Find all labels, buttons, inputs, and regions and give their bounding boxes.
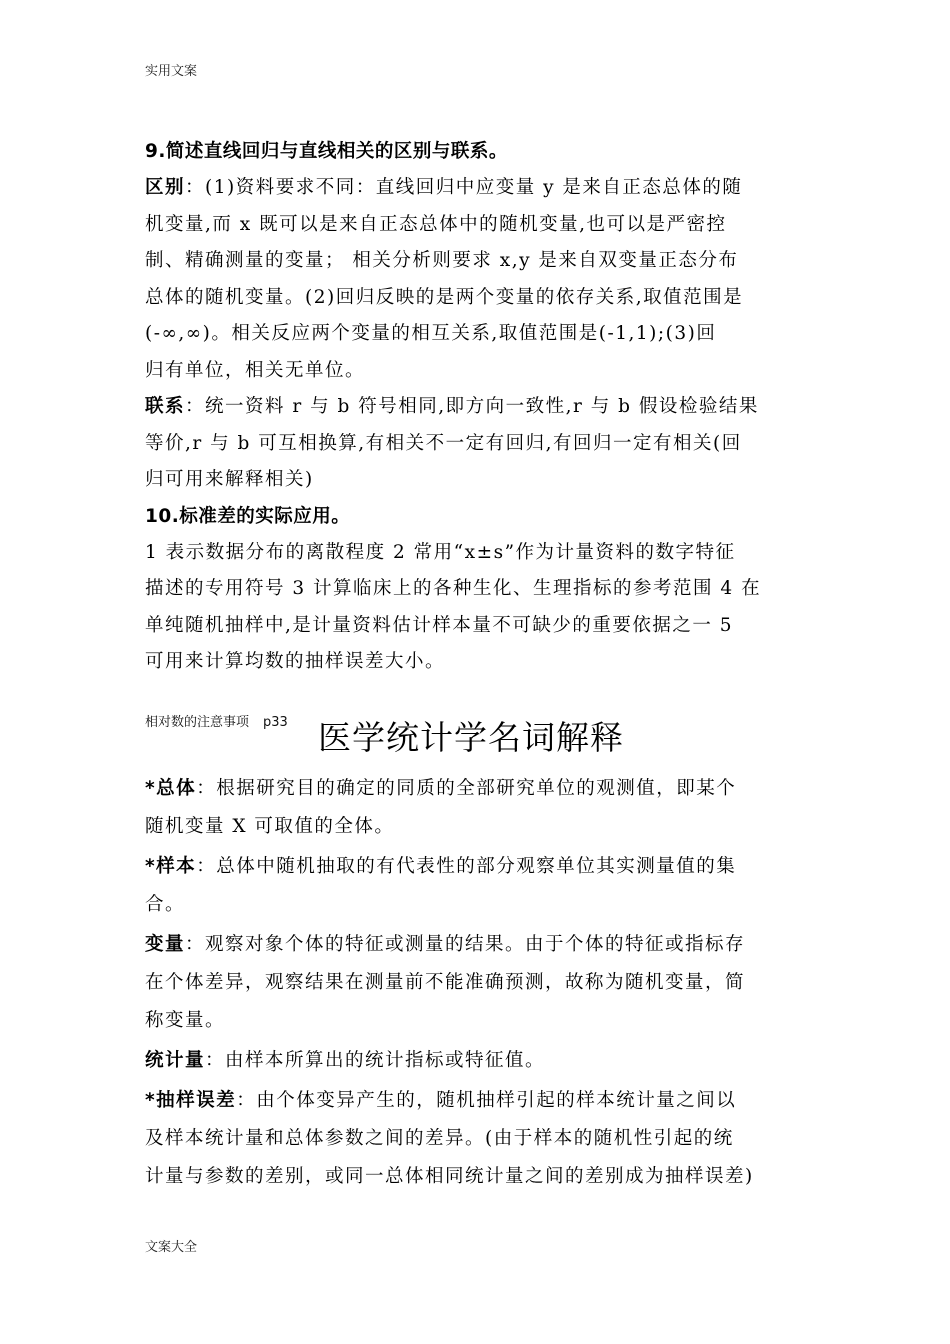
- std-dev-paragraph: [145, 535, 815, 681]
- question-9-section: [145, 134, 815, 681]
- difference-line: 归有单位，相关无单位。: [145, 359, 366, 381]
- term-line: ：由样本所算出的统计指标或特征值。: [205, 1050, 546, 1071]
- term-line: ：根据研究目的确定的同质的全部研究单位的观测值，即某个: [196, 778, 737, 799]
- term-label: *总体: [145, 778, 197, 799]
- term-label: 统计量: [145, 1050, 206, 1071]
- term-sample: [145, 848, 815, 924]
- term-line: 随机变量 X 可取值的全体。: [145, 816, 395, 837]
- question-9-heading: 9.简述直线回归与直线相关的区别与联系。: [145, 141, 508, 162]
- term-variable: [145, 926, 815, 1040]
- difference-line: 机变量,而 x 既可以是来自正态总体中的随机变量,也可以是严密控: [145, 213, 727, 235]
- glossary-section: [145, 770, 815, 1196]
- difference-line: (-∞,∞)。相关反应两个变量的相互关系,取值范围是(-1,1);(3)回: [145, 323, 717, 344]
- term-statistic: [145, 1042, 815, 1080]
- connection-paragraph: [145, 389, 815, 499]
- question-10-heading: 10.标准差的实际应用。: [145, 505, 351, 527]
- term-line: 及样本统计量和总体参数之间的差异。(由于样本的随机性引起的统: [145, 1128, 734, 1149]
- difference-label: 区别: [145, 177, 186, 198]
- term-line: 合。: [145, 894, 186, 915]
- std-dev-line: 可用来计算均数的抽样误差大小。: [145, 651, 446, 672]
- term-line: ：由个体变异产生的，随机抽样引起的样本统计量之间以: [236, 1090, 737, 1111]
- difference-line: 制、精确测量的变量； 相关分析则要求 x,y 是来自双变量正态分布: [145, 250, 739, 271]
- relative-number-note: [145, 711, 288, 730]
- connection-line: ：统一资料 r 与 b 符号相同,即方向一致性,r 与 b 假设检验结果: [185, 396, 759, 417]
- difference-line: 总体的随机变量。(2)回归反映的是两个变量的依存关系,取值范围是: [145, 286, 744, 308]
- glossary-title: 医学统计学名词解释: [318, 718, 624, 757]
- connection-line: 归可用来解释相关): [145, 469, 314, 490]
- term-line: ：观察对象个体的特征或测量的结果。由于个体的特征或指标存: [185, 934, 746, 955]
- page-footer: 文案大全: [145, 1240, 198, 1255]
- term-sampling-error: [145, 1082, 815, 1196]
- connection-label: 联系: [145, 396, 186, 417]
- term-label: *样本: [145, 856, 197, 877]
- term-label: *抽样误差: [145, 1090, 237, 1111]
- difference-line: ：(1)资料要求不同：直线回归中应变量 y 是来自正态总体的随: [185, 177, 743, 198]
- term-label: 变量: [145, 934, 186, 955]
- std-dev-line: 1 表示数据分布的离散程度 2 常用“x±s”作为计量资料的数字特征: [145, 541, 736, 563]
- connection-line: 等价,r 与 b 可互相换算,有相关不一定有回归,有回归一定有相关(回: [145, 432, 742, 454]
- page-reference: p33: [263, 715, 288, 730]
- std-dev-line: 描述的专用符号 3 计算临床上的各种生化、生理指标的参考范围 4 在: [145, 578, 762, 599]
- term-line: ：总体中随机抽取的有代表性的部分观察单位其实测量值的集: [196, 856, 737, 877]
- difference-paragraph: [145, 170, 815, 389]
- std-dev-line: 单纯随机抽样中,是计量资料估计样本量不可缺少的重要依据之一 5: [145, 614, 734, 636]
- term-line: 称变量。: [145, 1010, 226, 1031]
- term-line: 计量与参数的差别，或同一总体相同统计量之间的差别成为抽样误差): [145, 1166, 754, 1187]
- term-population: [145, 770, 815, 846]
- note-text: 相对数的注意事项: [145, 715, 250, 730]
- term-line: 在个体差异，观察结果在测量前不能准确预测，故称为随机变量，简: [145, 972, 746, 993]
- page-header: 实用文案: [145, 64, 198, 79]
